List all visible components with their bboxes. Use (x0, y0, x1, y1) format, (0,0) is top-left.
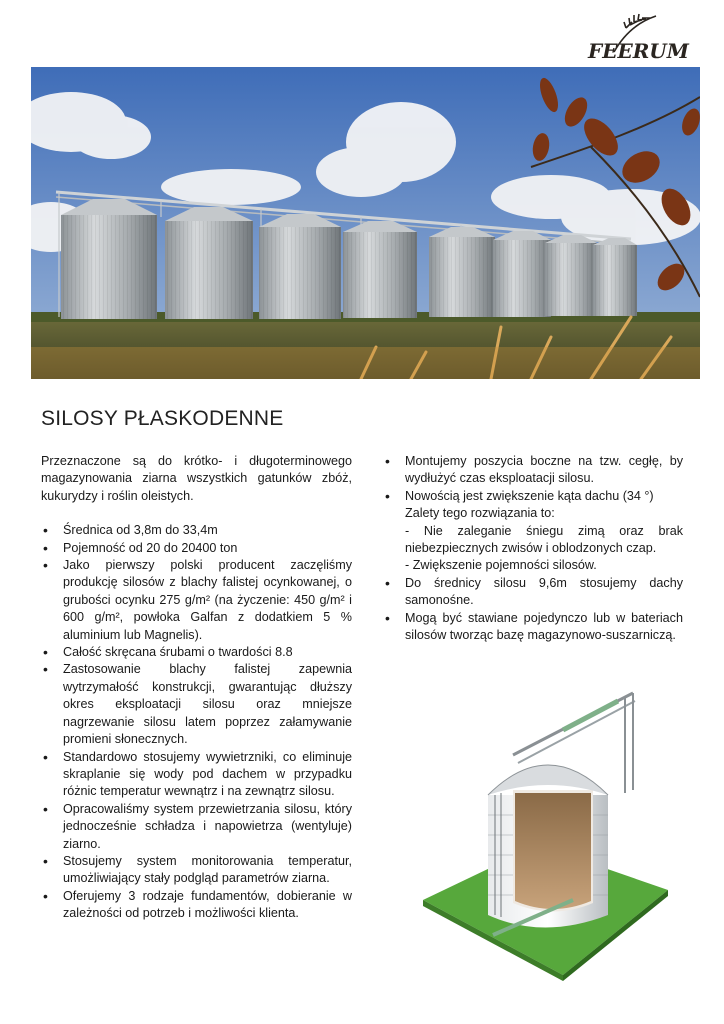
logo-text: FEERUM (588, 39, 689, 62)
features-list-right (383, 453, 683, 505)
list-item: • Zastosowanie blachy falistej zapewnia wytrzymałość konstrukcji, gwarantując dłuższy okres eksploatacji silosu oraz mniejsze nagrzewanie silosu latem poprzez załamywanie promieni słonecznych. (41, 661, 352, 748)
advantage-item: - Nie zaleganie śniegu zimą oraz brak niebezpiecznych zwisów i oblodzonych czap. (405, 523, 683, 556)
right-column (383, 453, 683, 644)
list-item: • Montujemy poszycia boczne na tzw. cegłę, by wydłużyć czas eksploatacji silosu. (383, 453, 683, 488)
advantages-heading: Zalety tego rozwiązania to: (405, 506, 555, 521)
list-item: • Mogą być stawiane pojedynczo lub w bateriach silosów tworząc bazę magazynowo-suszarniczą. (383, 610, 683, 645)
features-list-left (41, 522, 352, 922)
silo-cutaway-render (413, 675, 675, 995)
intro-paragraph: Przeznaczone są do krótko- i długoterminowego magazynowania ziarna wszystkich gatunków zbóż, kukurydzy i roślin oleistych. (41, 454, 352, 503)
list-item: • Oferujemy 3 rodzaje fundamentów, dobieranie w zależności od potrzeb i możliwości klienta. (41, 888, 352, 923)
list-item: • Pojemność od 20 do 20400 ton (41, 540, 352, 557)
list-item: • Do średnicy silosu 9,6m stosujemy dachy samonośne. (383, 575, 683, 610)
left-column (41, 453, 352, 923)
advantage-item: - Zwiększenie pojemności silosów. (405, 558, 597, 573)
page-title: SILOSY PŁASKODENNE (41, 407, 284, 430)
list-item: • Całość skręcana śrubami o twardości 8.8 (41, 644, 352, 661)
list-item: • Stosujemy system monitorowania temperatur, umożliwiający stały podgląd parametrów ziarna. (41, 853, 352, 888)
list-item: • Opracowaliśmy system przewietrzania silosu, który jednocześnie schładza i napowietrza (wentyluje) ziarno. (41, 801, 352, 853)
list-item: • Standardowo stosujemy wywietrzniki, co eliminuje skraplanie się wody pod dachem w przypadku różnic temperatur wewnątrz i na zewnątrz silosu. (41, 749, 352, 801)
hero-silo-photo (31, 67, 700, 379)
list-item: • Nowością jest zwiększenie kąta dachu (34 °) (383, 488, 683, 505)
advantages-block (383, 505, 683, 575)
list-item: • Średnica od 3,8m do 33,4m (41, 522, 352, 539)
features-list-right-2 (383, 575, 683, 645)
feerum-logo (586, 12, 692, 62)
list-item: • Jako pierwszy polski producent zaczęliśmy produkcję silosów z blachy falistej ocynkowanej, o grubości ocynku 275 g/m² (na życzenie: 450 g/m² i 600 g/m², powłoka Galfan z dodatkiem 5 % aluminium lub Magnelis). (41, 557, 352, 644)
